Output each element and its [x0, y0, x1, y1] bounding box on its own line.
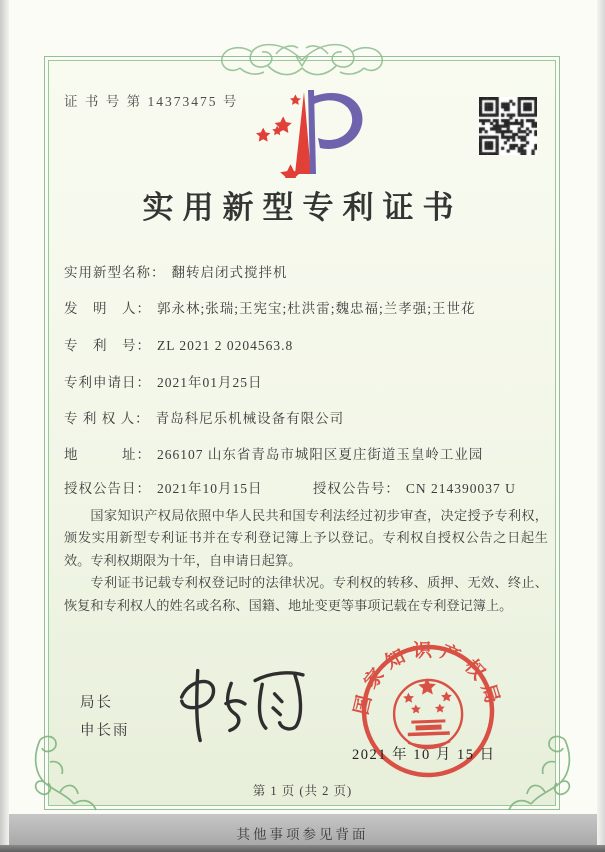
- field-value: 2021年10月15日: [157, 481, 263, 496]
- handwritten-signature: [168, 663, 316, 749]
- seal-agency-arc-text: 国家知识产权局: [351, 640, 505, 717]
- field-value: 翻转启闭式搅拌机: [171, 265, 288, 280]
- field-label: 发 明 人：: [64, 301, 151, 316]
- certificate-number: 证 书 号 第 14373475 号: [64, 94, 239, 109]
- field-label: 专 利 权 人：: [64, 411, 150, 426]
- signer-title: 局长: [80, 695, 113, 711]
- svg-text:国家知识产权局: [348, 636, 506, 717]
- field-label: 专利申请日：: [64, 375, 151, 390]
- field-label: 专 利 号：: [64, 338, 151, 353]
- field-value: 郭永林;张瑞;王宪宝;杜洪雷;魏忠福;兰孝强;王世花: [157, 301, 476, 316]
- field-value: ZL 2021 2 0204563.8: [157, 338, 294, 353]
- gazette-number-label: 授权公告号：: [312, 481, 400, 496]
- cnipa-official-seal: [342, 625, 514, 797]
- gazette-number-value: CN 214390037 U: [405, 481, 516, 496]
- scan-right-edge: [597, 0, 605, 852]
- back-note: 其他事项参见背面: [236, 827, 369, 842]
- field-value: 266107 山东省青岛市城阳区夏庄街道玉皇岭工业园: [157, 447, 484, 462]
- field-row-grant-date-and-gazette: [64, 477, 516, 497]
- field-row-utility-model-name: [64, 261, 288, 281]
- field-row-address: [64, 443, 483, 463]
- field-label: 地 址：: [64, 447, 151, 462]
- field-value: 2021年01月25日: [157, 375, 263, 390]
- page-number: 第 1 页 (共 2 页): [252, 784, 353, 798]
- cnipa-logo-icon: [248, 86, 370, 178]
- scan-left-edge: [0, 0, 9, 852]
- legal-paragraph-1: 国家知识产权局依照中华人民共和国专利法经过初步审查，决定授予专利权，颁发实用新型专利证书并在专利登记簿上予以登记。专利权自授权公告之日起生效。专利权期限为十年，自申请日起算。: [64, 508, 548, 568]
- field-label: 授权公告日：: [64, 481, 151, 496]
- field-row-inventors: [64, 297, 476, 317]
- field-label: 实用新型名称：: [64, 265, 166, 280]
- seal-date: 2021 年 10 月 15 日: [352, 747, 496, 763]
- field-value: 青岛科尼乐机械设备有限公司: [155, 411, 345, 426]
- certificate-title: 实用新型专利证书: [142, 190, 463, 225]
- scan-bottom-shadow: [0, 845, 605, 852]
- signer-name: 申长雨: [80, 723, 130, 739]
- qr-code: [479, 97, 537, 155]
- field-row-patent-number: [64, 334, 293, 354]
- legal-text: [64, 505, 548, 617]
- legal-paragraph-2: 专利证书记载专利权登记时的法律状况。专利权的转移、质押、无效、终止、恢复和专利权人的姓名或名称、国籍、地址变更等事项记载在专利登记簿上。: [64, 575, 548, 613]
- field-row-patentee: [64, 407, 344, 427]
- field-row-filing-date: [64, 371, 263, 391]
